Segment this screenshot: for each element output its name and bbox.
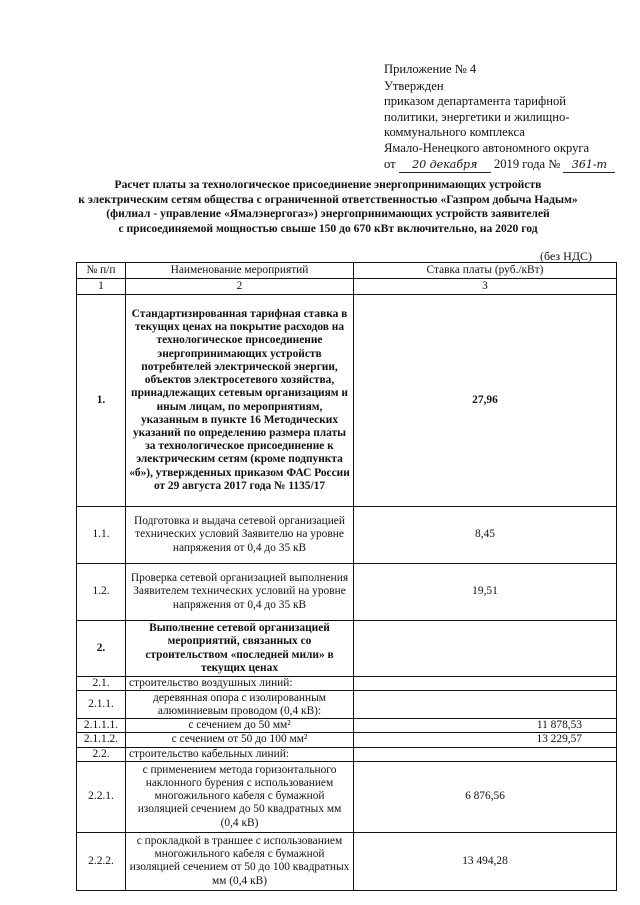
header-num: № п/п <box>77 263 126 279</box>
table-row <box>77 677 617 691</box>
approval-line-5: коммунального комплекса <box>384 125 525 140</box>
row-name: Стандартизированная тарифная ставка в текущих ценах на покрытие расходов на технологическое присоединение энергопринимающих устройств потребителей электрической энергии, объектов электросетевого хозяйства, принадлежащих сетевым организациям и иным лицам, по мероприятиям, указанным в пункте 16 Методических указаний по определению размера платы за технологическое присоединение к электрическим сетям (кроме подпункта «б»), утвержденных приказом ФАС России от 29 августа 2017 года № 1135/17 <box>126 295 354 507</box>
row-name: Выполнение сетевой организацией мероприятий, связанных со строительством «последней мили» в текущих ценах <box>126 621 354 677</box>
approval-block <box>384 62 634 173</box>
colnum-3: 3 <box>354 279 617 295</box>
row-name: строительство кабельных линий: <box>126 747 354 761</box>
row-value: 8,45 <box>354 507 617 564</box>
row-value: 13 494,28 <box>354 832 617 890</box>
row-value: 6 876,56 <box>354 761 617 832</box>
table-row <box>77 507 617 564</box>
table-row <box>77 691 617 719</box>
row-num: 2.1. <box>77 677 126 691</box>
row-num: 2.2.1. <box>77 761 126 832</box>
vat-note: (без НДС) <box>540 249 593 263</box>
row-num: 2.2. <box>77 747 126 761</box>
colnum-2: 2 <box>126 279 354 295</box>
row-num: 2.2.2. <box>77 832 126 890</box>
table-row <box>77 747 617 761</box>
approval-line-4: политики, энергетики и жилищно- <box>384 109 570 124</box>
table-header-row <box>77 263 617 279</box>
table-row <box>77 761 617 832</box>
header-rate: Ставка платы (руб./кВт) <box>354 263 617 279</box>
approval-line-6: Ямало-Ненецкого автономного округа <box>384 140 590 155</box>
row-value: 13 229,57 <box>354 733 617 747</box>
title-line-2: к электрическим сетям общества с ограниченной ответственностью «Газпром добыча Надым» <box>78 192 578 206</box>
date-prefix: от <box>384 156 396 171</box>
row-num: 2.1.1.2. <box>77 733 126 747</box>
header-name: Наименование мероприятий <box>126 263 354 279</box>
row-value <box>354 677 617 691</box>
row-num: 2.1.1.1. <box>77 719 126 733</box>
row-value: 27,96 <box>354 295 617 507</box>
table-row <box>77 733 617 747</box>
table-row <box>77 295 617 507</box>
row-name: с сечением от 50 до 100 мм² <box>126 733 354 747</box>
handwritten-date: 20 декабря <box>399 157 491 174</box>
approval-line-3: приказом департамента тарифной <box>384 94 566 109</box>
row-num: 2.1.1. <box>77 691 126 719</box>
row-name: с применением метода горизонтального наклонного бурения с использованием многожильного кабеля с бумажной изоляцией сечением до 50 квадратных мм (0,4 кВ) <box>126 761 354 832</box>
document-title <box>40 178 616 236</box>
table-row <box>77 621 617 677</box>
colnum-1: 1 <box>77 279 126 295</box>
row-value <box>354 747 617 761</box>
row-num: 1.2. <box>77 564 126 621</box>
title-line-4: с присоединяемой мощностью свыше 150 до 670 кВт включительно, на 2020 год <box>118 221 538 235</box>
row-name: строительство воздушных линий: <box>126 677 354 691</box>
row-name: Проверка сетевой организацией выполнения Заявителем технических условий на уровне напряжения от 0,4 до 35 кВ <box>126 564 354 621</box>
rates-table <box>76 262 617 891</box>
table-row <box>77 832 617 890</box>
row-name: Подготовка и выдача сетевой организацией технических условий Заявителю на уровне напряжения от 0,4 до 35 кВ <box>126 507 354 564</box>
table-colnum-row <box>77 279 617 295</box>
row-value <box>354 691 617 719</box>
row-value: 19,51 <box>354 564 617 621</box>
handwritten-order-number: 361-т <box>563 157 615 174</box>
row-name: с сечением до 50 мм² <box>126 719 354 733</box>
row-value <box>354 621 617 677</box>
approved-label: Утвержден <box>384 78 444 93</box>
table-row <box>77 719 617 733</box>
row-num: 1.1. <box>77 507 126 564</box>
title-line-1: Расчет платы за технологическое присоединение энергопринимающих устройств <box>114 178 542 191</box>
date-year: 2019 года № <box>493 156 561 171</box>
row-num: 2. <box>77 621 126 677</box>
row-num: 1. <box>77 295 126 507</box>
table-row <box>77 564 617 621</box>
row-name: деревянная опора с изолированным алюминиевым проводом (0,4 кВ): <box>126 691 354 719</box>
appendix-label: Приложение № 4 <box>384 62 477 76</box>
title-line-3: (филиал - управление «Ямалэнергогаз») энергопринимающих устройств заявителей <box>106 207 550 221</box>
row-value: 11 878,53 <box>354 719 617 733</box>
row-name: с прокладкой в траншее с использованием многожильного кабеля с бумажной изоляцией сечением от 50 до 100 квадратных мм (0,4 кВ) <box>126 832 354 890</box>
approval-date-line <box>384 157 634 174</box>
